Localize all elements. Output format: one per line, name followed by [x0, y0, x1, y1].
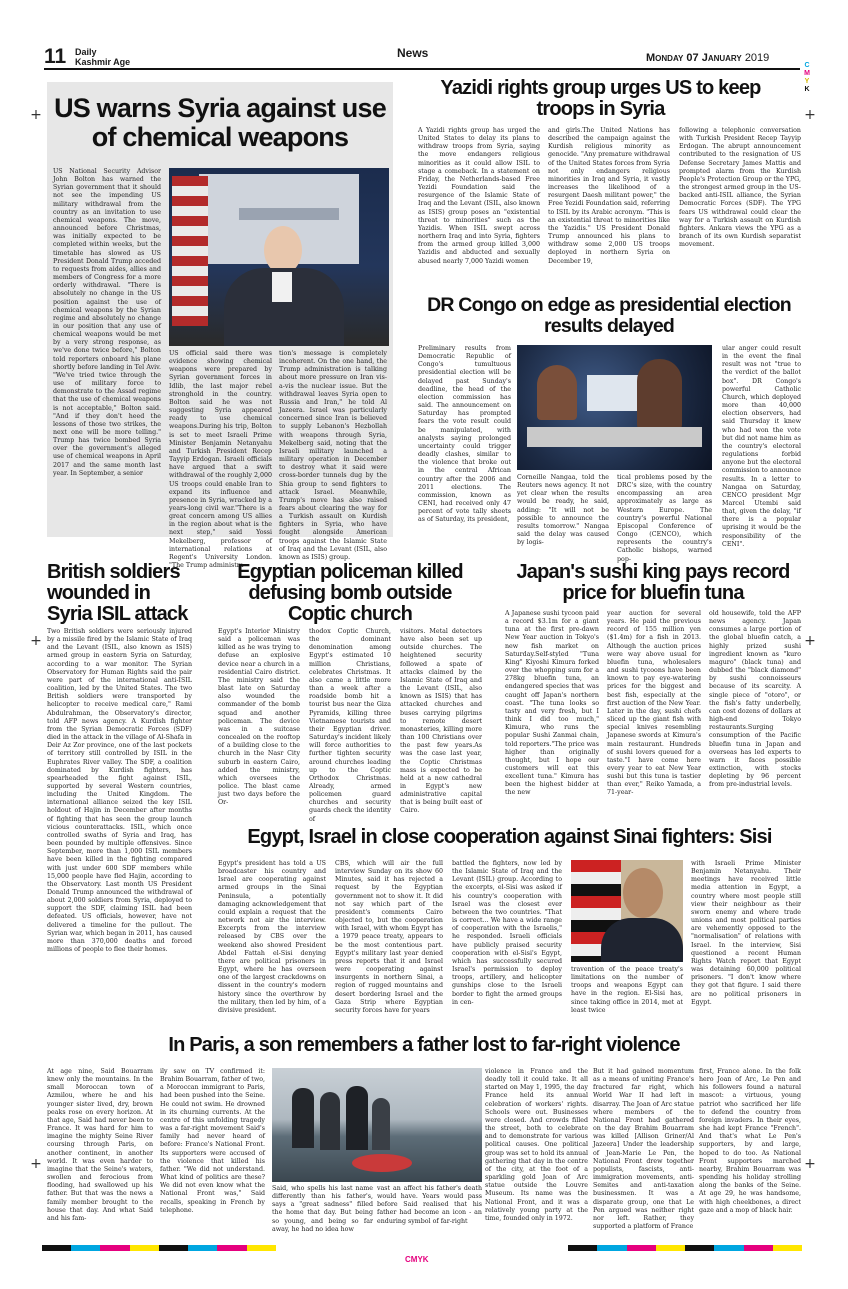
- headline-yazidi: Yazidi rights group urges US to keep troops in Syria: [440, 77, 761, 120]
- color-registration-bar: [42, 1245, 802, 1251]
- date-year: 2019: [744, 52, 770, 64]
- article-column: thodox Coptic Church, the dominant denomination among Egypt's estimated 10 million Christians, celebrates Christmas. It also came a little more than a week after a roadside bomb hit a tourist bus near the Giza Pyramids, killing three Vietnamese tourists and their Egyptian driver. Saturday's incident likely will force authorities to further tighten security around churches leading up to the Coptic Orthodox Christmas. Already, armed policemen guard churches and security guards check the identity of: [309, 628, 391, 823]
- article-column: Egypt's president has told a US broadcaster his country and Israel are cooperating against armed groups in the Sinai Peninsula, a potentially damaging acknowledgement that could explain a request that the network not air the interview. Excerpts from the interview released by CBS over the weekend also showed President Abdel Fattah el-Sisi denying there are political prisoners in Egypt, where he has overseen one of the largest crackdowns on dissent in the country's modern history since the overthrow by the military, then led by him, of a divisive president.: [218, 860, 326, 1014]
- registration-mark-icon: +: [30, 107, 42, 123]
- header-rule: [44, 68, 800, 70]
- paper-name-line2: Kashmir Age: [75, 57, 131, 67]
- article-column: travention of the peace treaty's limitations on the number of troops and weapons Egypt can have in the region. El-Sisi has, since taking office in 2014, met at least twice: [571, 966, 683, 1014]
- headline: US warns Syria against use of chemical weapons: [54, 93, 386, 152]
- photo-sisi: [571, 860, 683, 962]
- headline-british-soldiers: British soldiers wounded in Syria ISIL attack: [47, 561, 188, 625]
- headline-paris: In Paris, a son remembers a father lost to far-right violence: [168, 1034, 680, 1056]
- section-name: News: [397, 46, 429, 60]
- article-column: violence in France and the deadly toll it could take. It all started on May 1, 1995, the day France held its annual celebration of workers' rights. Schools were out. Businesses were closed. And crowds filled the street, both to celebrate and to demonstrate for various political causes. One political group was set to hold its annual gathering that day in the centre of the city, at the foot of a sparkling gold Joan of Arc statue outside the Louvre Museum. Its name was the National Front, and it was a relatively young party at the time, founded only in 1972.: [485, 1068, 588, 1222]
- article-column: Preliminary results from Democratic Republic of Congo's tumultuous presidential election will be delayed past Sunday's deadline, the head of the election commission has said. The announcement on Saturday has prompted fears the vote result could be manipulated, with analysts saying prolonged uncertainty could trigger deadly clashes, similar to the violence that broke out in the central African country after the 2006 and 2011 elections. The commission, known as CENI, had received only 47 percent of vote tally sheets as of Saturday, its president,: [418, 345, 511, 524]
- article-column: tical problems posed by the DRC's size, with the country encompassing an area approximately as large as Western Europe. The country's powerful National Episcopal Conference of Congo (CENCO), which represents the country's Catholic bishops, warned pop-: [617, 474, 712, 563]
- cmyk-footer-mark: CMYK: [405, 1255, 429, 1264]
- article-column: A Yazidi rights group has urged the United States to delay its plans to withdraw troops from Syria, saying the move endangers religious minorities as it could allow ISIL to stage a comeback. In a statement on Friday, the Netherlands-based Free Yezidi Foundation said the resurgence of the Islamic State of Iraq and the Levant (ISIL, also known as ISIS) group poses an "existential threat to minorities" such as the Yazidis. When ISIL swept across northern Iraq and into Syria, fighters from the armed group killed 3,000 Yazidis and abducted and sexually abused nearly 7,000 Yazidi women: [418, 127, 540, 265]
- cmyk-vertical-mark: C M Y K: [804, 62, 810, 93]
- article-column: first, France alone. In the folk hero Joan of Arc, Le Pen and his followers found a natural mascot: a virtuous, young patriot who sacrificed her life to defend the country from foreign invaders. In their eyes, she had kept France "French". And that's what Le Pen's supporters, by and large, hoped to do too. As National Front supporters marched nearby, Brahim Bouarram was spending his holiday strolling along the banks of the Seine. At age 29, he was handsome, with high cheekbones, a direct gaze and a mop of black hair.: [699, 1068, 801, 1214]
- article-column: vast an affect his father's death would have. Years would pass before Said realised that his father had become an icon - an enduring symbol of far-right: [377, 1185, 482, 1225]
- issue-date: [646, 52, 769, 64]
- article-column: Two British soldiers were seriously injured by a missile fired by the Islamic State of Iraq and the Levant (ISIL, also known as ISIS) armed group in eastern Syria on Saturday, according to a war monitor. The Syrian Observatory for Human Rights said the pair were part of the international anti-ISIL coalition, led by the United States. The two British soldiers were transported by helicopter to receive medical care," Rami Abdulrahman, the Observatory's director, told AFP news agency. A Kurdish fighter from the Syrian Democratic Forces (SDF) died in the attack in the village of Al-Shafa in Deir Az Zor province, one of the last pockets of territory still controlled by ISIL in the Euphrates River valley. The SDF, a coalition dominated by Kurdish fighters, has spearheaded the fight against ISIL, supported by several Western countries, including the United Kingdom. The international alliance seized the key ISIL holdout of Hajin in December after months of fighting that has seen the group launch vicious counterattacks. ISIL, which once controlled swaths of Syria and Iraq, has been pounded by multiple offensives. Since September, more than 1,000 ISIL members have been killed in the fighting compared with just under 600 SDF members while 15,000 people have fled Hajin, according to the Observatory. Last month US President Donald Trump announced the withdrawal of about 2,000 soldiers from Syria, deployed to support the SDF, claiming ISIL had been defeated. US officials, however, have not delivered a timeline for the pullout. The Syrian war, which began in 2011, has caused more than 370,000 deaths and forced millions of people to flee their homes.: [47, 628, 192, 954]
- article-column: tion's message is completely incoherent. On the one hand, the Trump administration is talking about more pressure on Iran vis-a-vis the nuclear issue. But the withdrawal leaves Syria open to Russia and Iran," he told Al Jazeera. Israel was particularly concerned since Iran is believed to supply Lebanon's Hezbollah with weapons through Syria, Mekelberg said, noting that the Israeli military launched a military operation in December to destroy what it said were cross-border tunnels dug by the Shia group to send fighters to attack Israel. Meanwhile, Trump's move has also raised fears about clearing the way for a Turkish assault on Kurdish fighters in Syria, who have fought alongside American troops against the Islamic State of Iraq and the Levant (ISIL, also known as ISIS) group.: [279, 350, 387, 561]
- article-column: Egypt's Interior Ministry said a policeman was killed as he was trying to defuse an explosive device near a church in a residential Cairo district. The ministry said the blast late on Saturday also wounded the commander of the bomb squad and another policeman. The device was in a suitcase concealed on the rooftop of a building close to the church in the Nasr City suburb in eastern Cairo, added the ministry, which oversees the police. The blast came just two days before the Or-: [218, 628, 300, 807]
- article-column: and girls.The United Nations has described the campaign against the Kurdish religious minority as genocide. "Any premature withdrawal of the United States forces from Syria not only endangers religious minorities in Iraq and Syria, it vastly increases the likelihood of a resurgent Daesh militant power," the Free Yezidi Foundation said, referring to ISIL by its Arabic acronym. "This is an existential threat to minorities like the Yazidis." US President Donald Trump announced his plans to withdraw some 2,000 US troops deployed in northern Syria on December 19,: [548, 127, 670, 265]
- article-column: old housewife, told the AFP news agency. Japan consumes a large portion of the global bluefin catch, a highly prized sushi ingredient known as "kuro maguro" (black tuna) and dubbed the "black diamond" by sushi connoisseurs because of its scarcity. A single piece of "otoro", or the fish's fatty underbelly, can cost dozens of dollars at high-end Tokyo restaurants.Surging consumption of the Pacific bluefin tuna in Japan and overseas has led experts to warn it faces possible extinction, with stocks depleting by 96 percent from pre-industrial levels.: [709, 610, 801, 789]
- article-column: Said, who spells his last name differently than his father's, says a "great sadness" filled the home that day. But being so young, and being so far away, he had no idea how: [272, 1185, 373, 1233]
- article-us-syria: [47, 82, 393, 570]
- photo-bolton: [169, 168, 389, 346]
- registration-mark-icon: +: [804, 1156, 816, 1172]
- article-column: ily saw on TV confirmed it: Brahim Bouarram, father of two, a Moroccan immigrant to Paris, had been pushed into the Seine. He could not swim. He drowned in its churning currents. At the centre of this unfolding tragedy was a far-right movement Said's family had never heard of before: France's National Front. Its supporters were accused of the violence that killed his father. "We did not understand. What kind of politics are these? We did not even know what the National Front was," Said recalls, speaking in French by telephone.: [160, 1068, 265, 1214]
- article-column: At age nine, Said Bouarram knew only the mountains. In the small Moroccan town of Azmilou, where he and his younger sister lived, dry, brown peaks rose on every horizon. At that age, Said had never been to France. It was hard for him to imagine the mighty Seine River coursing through Paris, on another continent, in another world. It was even harder to imagine that the Seine's waters, swollen and ferocious from flooding, had swallowed up his father. But that was the news a family member brought to the house that day. And what Said and his fam-: [47, 1068, 153, 1222]
- article-column: year auction for several years. He paid the previous record of 155 million yen ($1.4m) for a fish in 2013. Although the auction prices were way above usual for bluefin tuna, wholesalers and sushi tycoons have been known to pay eye-watering prices for the biggest and best fish, especially at the first auction of the New Year. Later in the day, sushi chefs sliced up the giant fish with special knives resembling Japanese swords at Kimura's main restaurant. Hundreds of sushi lovers queued for a taste."I have come here every year to eat New Year sushi but this tuna is tastier than ever," Reiko Yamada, a 71-year-: [607, 610, 701, 797]
- article-column: But it had gained momentum as a means of uniting France's fractured far right, which World War II had left in disarray. The Joan of Arc statue where members of the National Front had gathered on the day Brahim Bouarram was killed [Allison Griner/Al Jazeera] Under the leadership of Jean-Marie Le Pen, the National Front drew together populists, fascists, anti-immigration movements, anti-Semites and anti-taxation businessmen. It was a disparate group, one that Le Pen argued was neither right nor left. Rather, they supported a platform of France: [593, 1068, 694, 1230]
- article-column: Corneille Nangaa, told the Reuters news agency. It not yet clear when the results would be ready, he said, adding: "It will not be possible to announce the results tomorrow." Nangaa said the delay was caused by logis-: [517, 474, 609, 547]
- article-column: US official said there was evidence showing chemical weapons were prepared by Syrian government forces in Idlib, the last major rebel stronghold in the country. Bolton said he was not suggesting Syria appeared ready to use chemical weapons.During his trip, Bolton is set to meet Israeli Prime Minister Benjamin Netanyahu and Turkish President Recep Tayyip Erdogan. Israeli officials have argued that a swift withdrawal of the roughly 2,000 US troops could enable Iran to expand its influence and presence in Syria, wracked by a years-long civil war."There is a great concern among US allies in the region about what is the next step," said Yossi Mekelberg, professor of international relations at Regent's University London. "The Trump administra-: [169, 350, 272, 570]
- date-num: 07: [686, 52, 699, 64]
- date-day: Monday: [646, 52, 684, 64]
- article-column: US National Security Advisor John Bolton has warned the Syrian government that it should not see the impending US military withdrawal from the country as an invitation to use chemical weapons. The move, announced before Christmas, was initially expected to be completed within weeks, but the timetable has slowed as US President Donald Trump acceded to requests from aides, allies and members of Congress for a more orderly withdrawal. "There is absolutely no change in the US position against the use of chemical weapons by the Syrian regime and absolutely no change in our position that any use of chemical weapons would be met by a very strong response, as we've done twice before," Bolton told reporters onboard his plane shortly before landing in Tel Aviv. "We've tried twice through the use of military force to demonstrate to the Assad regime that the use of chemical weapons is not acceptable," Bolton said. "And if they don't heed the lessons of those two strikes, the next one will be more telling." Trump has twice bombed Syria over the government's alleged use of chemical weapons in April 2017 and the same month last year. In September, a senior: [53, 168, 161, 477]
- headline-egypt-israel: Egypt, Israel in close cooperation against Sinai fighters: Sisi: [247, 826, 772, 848]
- paper-name-line1: Daily: [75, 47, 97, 57]
- photo-seine-memorial: [272, 1068, 482, 1182]
- article-column: with Israeli Prime Minister Benjamin Netanyahu. Their meetings have received little media attention in Egypt, a country where most people still view their neighbour as their sworn enemy and where trade unions and most political parties are vehemently opposed to the "normalisation" of relations with Israel. In the interview, Sisi questioned a recent Human Rights Watch report that Egypt was detaining 60,000 political prisoners. "I don't know where they got that figure. I said there are no political prisoners in Egypt.: [691, 860, 801, 1006]
- date-month: January: [701, 52, 742, 64]
- article-column: following a telephonic conversation with Turkish President Recep Tayyip Erdogan. The abrupt announcement contributed to the resignation of US Defense Secretary James Mattis and prompted alarm from the Kurdish People's Protection Group or the YPG, the strongest armed group in the US-backed anti-ISIL alliance, the Syrian Democratic Forces (SDF). The YPG fears US withdrawal could clear the way for a Turkish assault on Kurdish fighters. Ankara views the YPG as a branch of its own Kurdish separatist movement.: [679, 127, 801, 249]
- article-column: A Japanese sushi tycoon paid a record $3.1m for a giant tuna at the first pre-dawn New Year auction in Tokyo's new fish market on Saturday.Self-styled "Tuna King" Kiyoshi Kimura forked over the whopping sum for a 278kg bluefin tuna, an endangered species that was caught off Japan's northern coast. "The tuna looks so tasty and very fresh, but I think I did too much," Kimura, who runs the popular Sushi Zanmai chain, told reporters."The price was higher than originally thought, but I hope our customers will eat this excellent tuna." Kimura has been the highest bidder at the new: [505, 610, 600, 797]
- registration-mark-icon: +: [30, 633, 42, 649]
- registration-mark-icon: +: [804, 633, 816, 649]
- article-column: CBS, which will air the full interview Sunday on its show 60 Minutes, said it has rejected a request by the Egyptian government not to show it. It did not say which part of the president's comments Cairo objected to, but the cooperation with Israel, with whom Egypt has a 1979 peace treaty, appears to be the most contentious part. Egypt's military last year denied press reports that it and Israel were cooperating against insurgents in northern Sinai, a region of rugged mountains and desert bordering Israel and the Gaza Strip where Egyptian security forces have for years: [335, 860, 443, 1014]
- headline-drcongo: DR Congo on edge as presidential election results delayed: [427, 294, 791, 337]
- article-column: ular anger could result in the event the final result was not "true to the verdict of the ballot box". DR Congo's powerful Catholic Church, which deployed more than 40,000 election observers, had said Thursday it knew who had won the vote but did not name him as the country's electoral regulations forbid anyone but the electoral commission to announce results. In a letter to Nangaa on Saturday, CENCO president Mgr Marcel Utembi said that, given the delay, "if there is a popular uprising it would be the responsibility of the CENI".: [722, 345, 801, 548]
- headline-egyptian-policeman: Egyptian policeman killed defusing bomb outside Coptic church: [237, 561, 463, 625]
- headline-sushi: Japan's sushi king pays record price for bluefin tuna: [516, 561, 790, 604]
- page-number: 11: [44, 45, 67, 68]
- registration-mark-icon: +: [30, 1156, 42, 1172]
- registration-mark-icon: +: [804, 107, 816, 123]
- article-column: visitors. Metal detectors have also been set up outside churches. The heightened security followed a spate of attacks claimed by the Islamic State of Iraq and the Levant (ISIL, also known as ISIS) that has attacked churches and buses carrying pilgrims to remote desert monasteries, killing more than 100 Christians over the past few years.As was the case last year, the Coptic Christmas mass is expected to be held at a new cathedral in Egypt's new administrative capital that is being built east of Cairo.: [400, 628, 482, 815]
- article-column: battled the fighters, now led by the Islamic State of Iraq and the Levant (ISIL) group. According to the excerpts, el-Sisi was asked if his country's cooperation with Israel was the closest ever between the two countries. "That is correct... We have a wide range of cooperation with the Israelis," he responded. Israeli officials have publicly praised security cooperation with el-Sisi's Egypt, which has successfully secured Israel's permission to deploy troops, artillery, and helicopter gunships close to the Israeli border to fight the armed groups in cen-: [452, 860, 562, 1006]
- photo-congo-vote-count: [517, 345, 712, 470]
